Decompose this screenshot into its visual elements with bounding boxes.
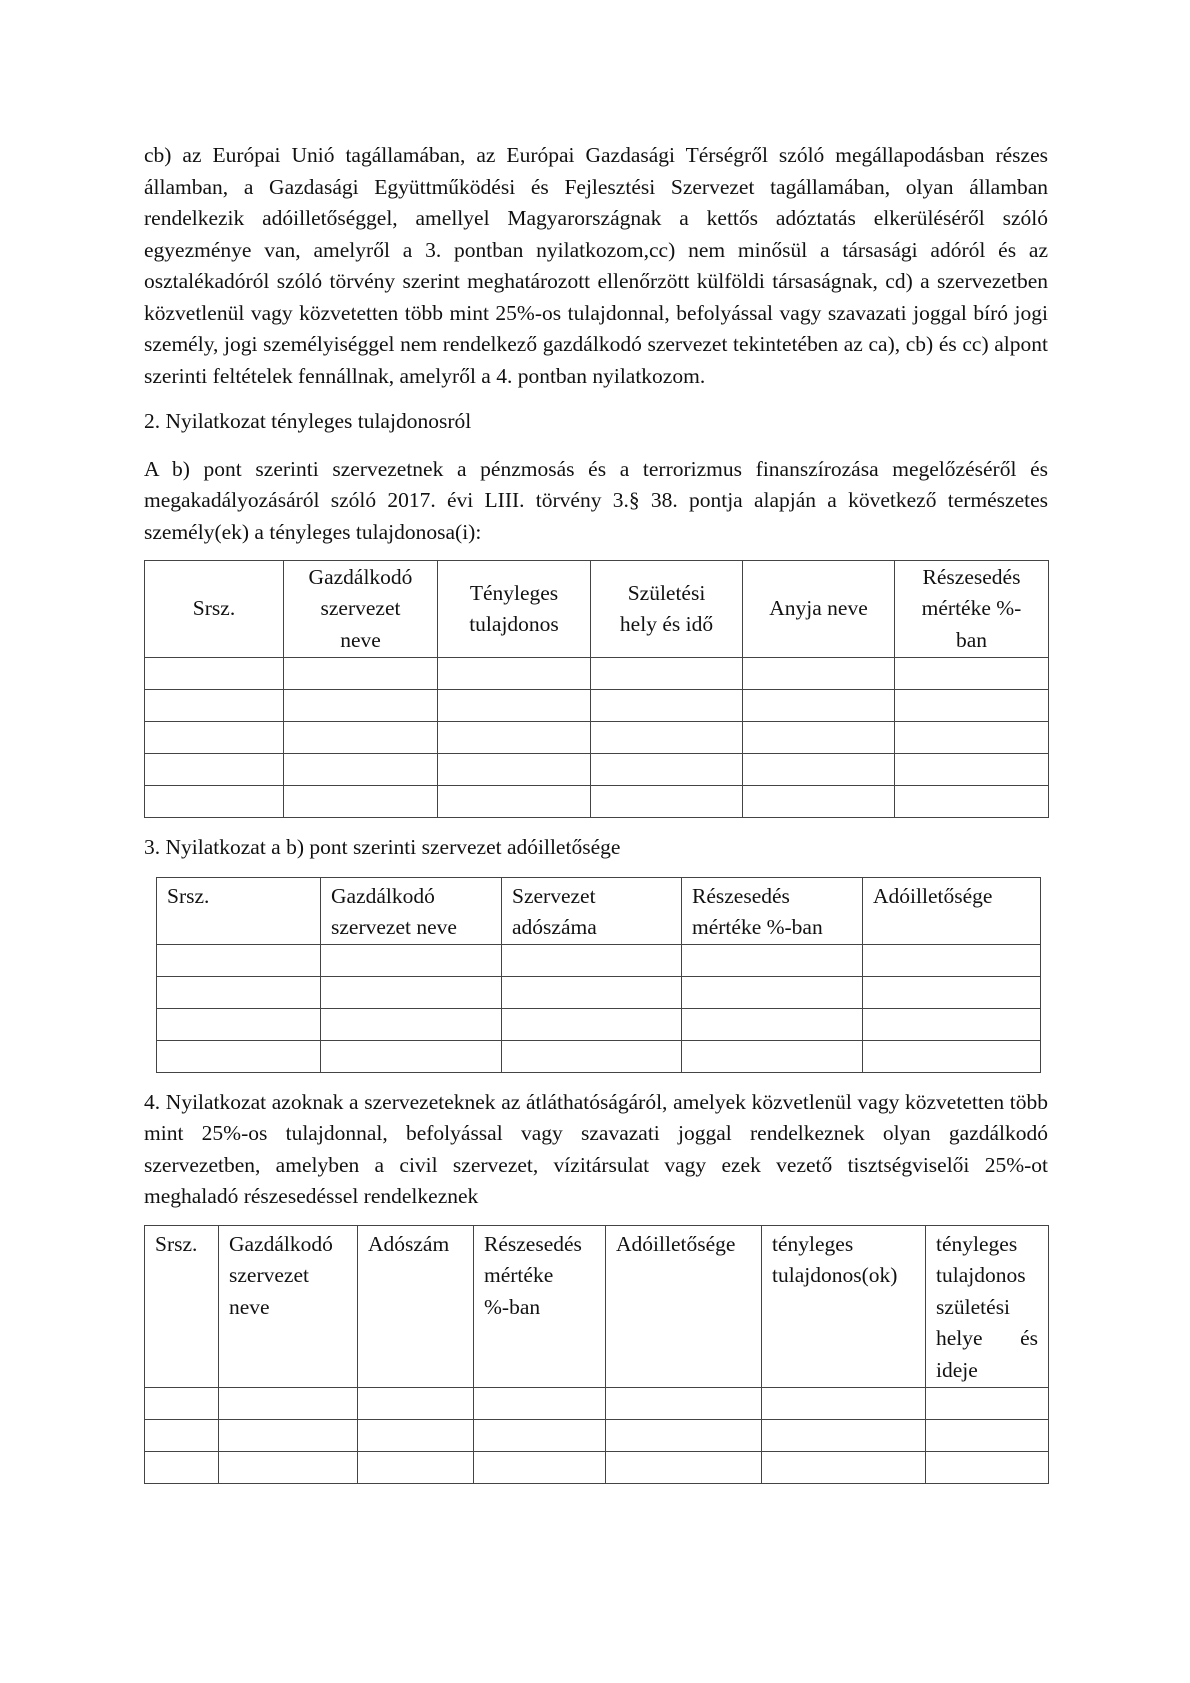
table-row xyxy=(145,1419,1049,1451)
table-cell[interactable] xyxy=(145,658,284,690)
column-header: Adóilletősége xyxy=(863,877,1041,944)
column-header: Tényleges tulajdonos xyxy=(438,561,591,658)
column-header: tényleges tulajdonos(ok) xyxy=(762,1225,926,1387)
table-cell[interactable] xyxy=(591,754,743,786)
column-header: Szervezet adószáma xyxy=(502,877,682,944)
table-cell[interactable] xyxy=(145,754,284,786)
table-cell[interactable] xyxy=(743,658,895,690)
table-cell[interactable] xyxy=(502,944,682,976)
table-cell[interactable] xyxy=(438,754,591,786)
section2-line: megakadályozásáról szóló 2017. évi LIII. törvény 3.§ 38. pontja alapján a következő xyxy=(144,488,937,512)
table-cell[interactable] xyxy=(926,1387,1049,1419)
table-cell[interactable] xyxy=(438,690,591,722)
column-header: Adószám xyxy=(358,1225,474,1387)
table-cell[interactable] xyxy=(863,976,1041,1008)
table-cell[interactable] xyxy=(926,1451,1049,1483)
column-header: Gazdálkodó szervezet neve xyxy=(284,561,438,658)
table-cell[interactable] xyxy=(321,1040,502,1072)
section2-paragraph xyxy=(144,454,1048,549)
intro-line: elkerüléséről szóló egyezménye van, amelyről a 3. pontban nyilatkozom,cc) nem minősül a xyxy=(144,206,1049,262)
table-header-row xyxy=(145,1225,1049,1387)
column-header: Születési hely és idő xyxy=(591,561,743,658)
intro-line: államban rendelkezik adóilletőséggel, amellyel Magyarországnak a kettős adóztatás xyxy=(144,174,1048,230)
table-row xyxy=(157,944,1041,976)
table-cell[interactable] xyxy=(284,786,438,818)
column-header: Gazdálkodó szervezet neve xyxy=(219,1225,358,1387)
table-cell[interactable] xyxy=(284,754,438,786)
section4-line: közvetetten több mint 25%-os tulajdonnal, befolyással vagy szavazati joggal rendelkeznek xyxy=(144,1089,1048,1145)
table-row xyxy=(145,1451,1049,1483)
table-cell[interactable] xyxy=(321,944,502,976)
table-cell[interactable] xyxy=(358,1387,474,1419)
table-cell[interactable] xyxy=(591,786,743,818)
column-header: Részesedés mértéke %- ban xyxy=(895,561,1049,658)
table-row xyxy=(157,1008,1041,1040)
column-header: Adóilletősége xyxy=(606,1225,762,1387)
intro-line: társasági adóról és az osztalékadóról szóló törvény szerint meghatározott ellenőrzött külföldi xyxy=(144,237,1049,293)
column-header: Srsz. xyxy=(145,1225,219,1387)
intro-paragraph xyxy=(144,140,1048,392)
column-header: Srsz. xyxy=(145,561,284,658)
table-cell[interactable] xyxy=(895,786,1049,818)
table-cell[interactable] xyxy=(157,1008,321,1040)
table-cell[interactable] xyxy=(145,722,284,754)
table-cell[interactable] xyxy=(863,1040,1041,1072)
table-header-row xyxy=(145,561,1049,658)
beneficial-owner-table xyxy=(144,560,1049,818)
column-header: Srsz. xyxy=(157,877,321,944)
table-cell[interactable] xyxy=(474,1419,606,1451)
intro-line: gazdálkodó szervezet tekintetében az ca), cb) és cc) alpont szerinti feltételek fennállnak, xyxy=(144,332,1048,388)
table-cell[interactable] xyxy=(157,976,321,1008)
table-cell[interactable] xyxy=(145,786,284,818)
column-header: Gazdálkodó szervezet neve xyxy=(321,877,502,944)
table-cell[interactable] xyxy=(926,1419,1049,1451)
table-cell[interactable] xyxy=(157,1040,321,1072)
tax-residency-table xyxy=(156,877,1041,1073)
table-cell[interactable] xyxy=(145,1387,219,1419)
table-cell[interactable] xyxy=(438,722,591,754)
table-row xyxy=(157,1040,1041,1072)
section2-line: A b) pont szerinti szervezetnek a pénzmosás és a terrorizmus finanszírozása megelőzéséről és xyxy=(144,456,1048,481)
table-body xyxy=(145,658,1049,818)
table-cell[interactable] xyxy=(682,976,863,1008)
table-row xyxy=(145,1387,1049,1419)
table-cell[interactable] xyxy=(219,1387,358,1419)
table-row xyxy=(145,658,1049,690)
table-cell[interactable] xyxy=(219,1451,358,1483)
table-row xyxy=(145,690,1049,722)
table-cell[interactable] xyxy=(474,1387,606,1419)
table-cell[interactable] xyxy=(743,786,895,818)
table-cell[interactable] xyxy=(438,658,591,690)
section4-paragraph xyxy=(144,1087,1048,1213)
table-cell[interactable] xyxy=(284,658,438,690)
section2-line: természetes személy(ek) a tényleges tulajdonosa(i): xyxy=(144,488,1048,544)
table-cell[interactable] xyxy=(591,690,743,722)
table-cell[interactable] xyxy=(606,1419,762,1451)
table-row xyxy=(157,976,1041,1008)
section4-line: olyan gazdálkodó szervezetben, amelyben a civil szervezet, vízitársulat vagy ezek vezető xyxy=(144,1121,1049,1177)
transparency-table xyxy=(144,1225,1049,1484)
intro-line: amelyről a 4. pontban nyilatkozom. xyxy=(399,363,706,388)
table-cell[interactable] xyxy=(358,1419,474,1451)
table-row xyxy=(145,786,1049,818)
table-cell[interactable] xyxy=(863,944,1041,976)
table-cell[interactable] xyxy=(591,658,743,690)
table-cell[interactable] xyxy=(145,690,284,722)
table-cell[interactable] xyxy=(682,944,863,976)
table-cell[interactable] xyxy=(438,786,591,818)
section4-line: tisztségviselői 25%-ot meghaladó részesedéssel rendelkeznek xyxy=(144,1152,1048,1208)
table-cell[interactable] xyxy=(895,658,1049,690)
section4-line: 4. Nyilatkozat azoknak a szervezeteknek az átláthatóságáról, amelyek közvetlenül vagy xyxy=(144,1089,900,1114)
table-cell[interactable] xyxy=(895,722,1049,754)
section3-heading: 3. Nyilatkozat a b) pont szerinti szervezet adóilletősége xyxy=(144,835,621,859)
table-cell[interactable] xyxy=(321,1008,502,1040)
table-row xyxy=(145,722,1049,754)
table-cell[interactable] xyxy=(284,690,438,722)
table-cell[interactable] xyxy=(591,722,743,754)
table-cell[interactable] xyxy=(895,690,1049,722)
table-cell[interactable] xyxy=(762,1451,926,1483)
table-cell[interactable] xyxy=(321,976,502,1008)
column-header: Anyja neve xyxy=(743,561,895,658)
table-cell[interactable] xyxy=(682,1008,863,1040)
table-cell[interactable] xyxy=(863,1008,1041,1040)
table-header-row xyxy=(157,877,1041,944)
table-cell[interactable] xyxy=(743,754,895,786)
table-row xyxy=(145,754,1049,786)
table-cell[interactable] xyxy=(145,1451,219,1483)
table-body xyxy=(157,944,1041,1072)
table-cell[interactable] xyxy=(474,1451,606,1483)
table-cell[interactable] xyxy=(606,1387,762,1419)
intro-line: részes államban, a Gazdasági Együttműködési és Fejlesztési Szervezet tagállamában, olyan xyxy=(144,143,1049,199)
table-cell[interactable] xyxy=(502,976,682,1008)
intro-line: befolyással vagy szavazati joggal bíró jogi személy, jogi személyiséggel nem rendelkező xyxy=(144,300,1048,356)
table-cell[interactable] xyxy=(606,1451,762,1483)
table-cell[interactable] xyxy=(219,1419,358,1451)
table-cell[interactable] xyxy=(743,722,895,754)
table-cell[interactable] xyxy=(743,690,895,722)
table-body xyxy=(145,1387,1049,1483)
table-cell[interactable] xyxy=(157,944,321,976)
column-header: Részesedés mértéke %-ban xyxy=(682,877,863,944)
intro-line: társaságnak, cd) a szervezetben közvetlenül vagy közvetetten több mint 25%-os tulajdonnal, xyxy=(144,269,1048,325)
column-header: Részesedés mértéke %-ban xyxy=(474,1225,606,1387)
table-cell[interactable] xyxy=(358,1451,474,1483)
table-cell[interactable] xyxy=(762,1387,926,1419)
table-cell[interactable] xyxy=(762,1419,926,1451)
document-page xyxy=(144,140,1048,1484)
table-cell[interactable] xyxy=(145,1419,219,1451)
table-cell[interactable] xyxy=(284,722,438,754)
section2-heading: 2. Nyilatkozat tényleges tulajdonosról xyxy=(144,409,472,433)
table-cell[interactable] xyxy=(502,1040,682,1072)
column-header: tényleges tulajdonos születési helye és ideje xyxy=(926,1225,1049,1387)
table-cell[interactable] xyxy=(502,1008,682,1040)
table-cell[interactable] xyxy=(682,1040,863,1072)
intro-line: cb) az Európai Unió tagállamában, az Európai Gazdasági Térségről szóló megállapodásban xyxy=(144,143,985,167)
table-cell[interactable] xyxy=(895,754,1049,786)
